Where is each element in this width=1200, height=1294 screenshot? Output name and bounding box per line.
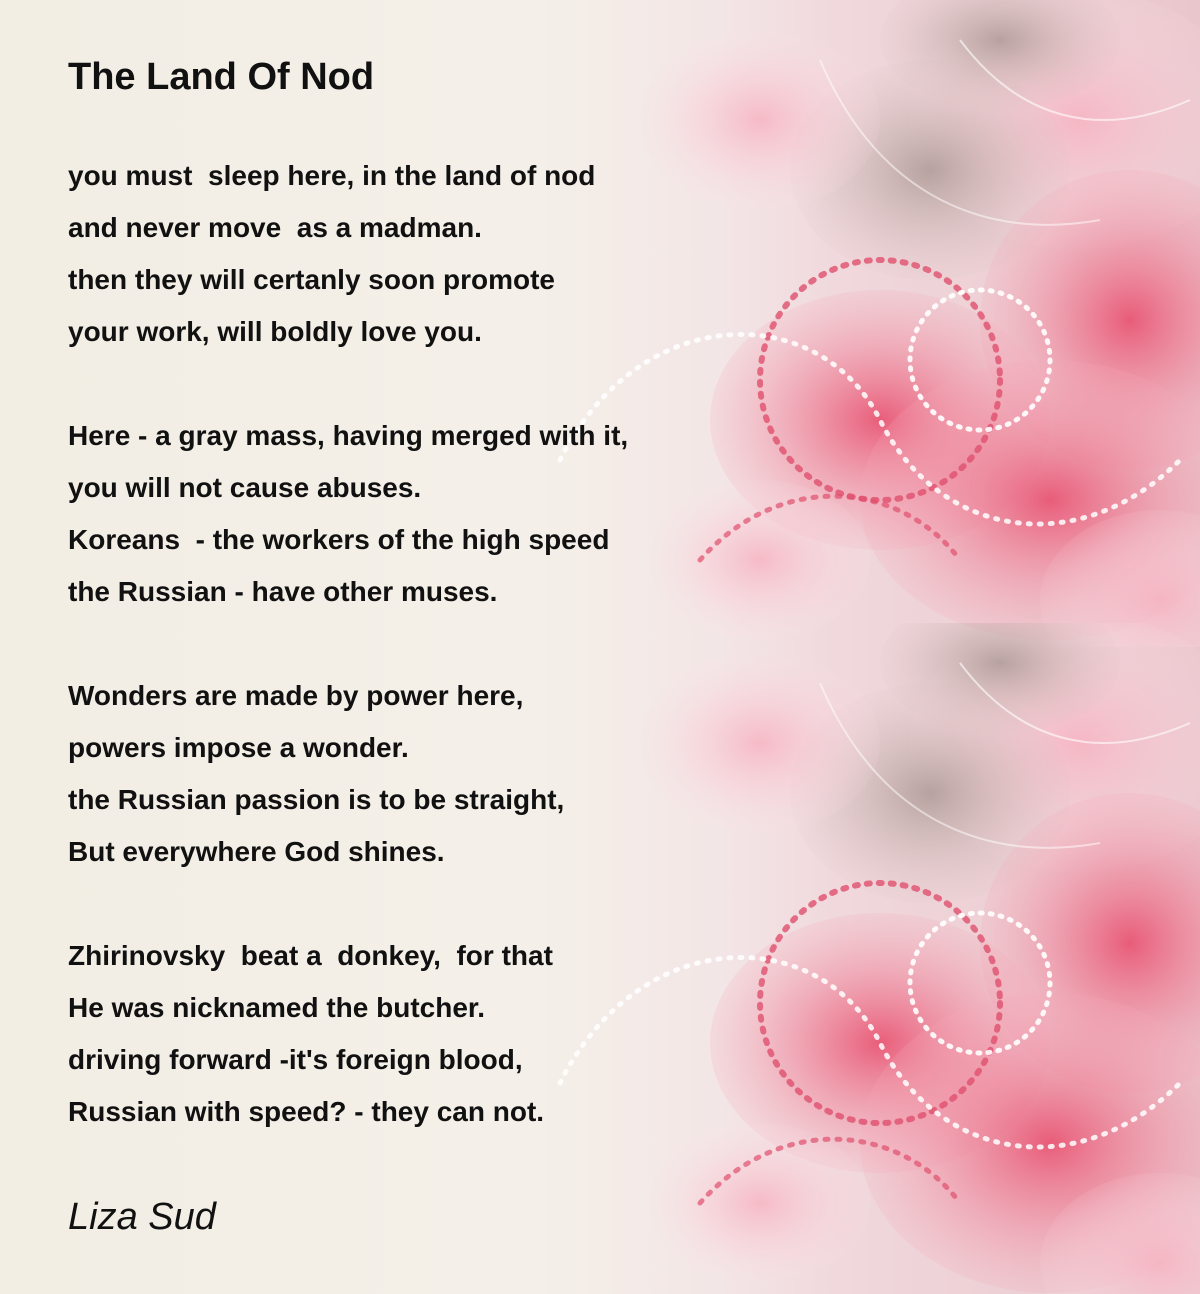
poem-line: you will not cause abuses. bbox=[68, 472, 422, 503]
poem-author: Liza Sud bbox=[68, 1196, 216, 1238]
poem-title: The Land Of Nod bbox=[68, 56, 375, 98]
stanza bbox=[68, 670, 788, 878]
poem-line: But everywhere God shines. bbox=[68, 836, 445, 867]
poem-line: Russian with speed? - they can not. bbox=[68, 1096, 545, 1127]
poem-body bbox=[68, 150, 788, 1138]
poem-line: the Russian passion is to be straight, bbox=[68, 784, 565, 815]
poem-line: Koreans - the workers of the high speed bbox=[68, 524, 610, 555]
poem-line: your work, will boldly love you. bbox=[68, 316, 482, 347]
poem-line: the Russian - have other muses. bbox=[68, 576, 498, 607]
stanza bbox=[68, 930, 788, 1138]
stanza bbox=[68, 410, 788, 618]
poem-line: you must sleep here, in the land of nod bbox=[68, 160, 596, 191]
poem-line: He was nicknamed the butcher. bbox=[68, 992, 486, 1023]
poem-line: powers impose a wonder. bbox=[68, 732, 409, 763]
poem-line: and never move as a madman. bbox=[68, 212, 482, 243]
poem-line: Wonders are made by power here, bbox=[68, 680, 524, 711]
poem-line: Zhirinovsky beat a donkey, for that bbox=[68, 940, 553, 971]
poem-line: Here - a gray mass, having merged with it, bbox=[68, 420, 629, 451]
poem-line: driving forward -it's foreign blood, bbox=[68, 1044, 523, 1075]
poem-line: then they will certanly soon promote bbox=[68, 264, 555, 295]
stanza bbox=[68, 150, 788, 358]
